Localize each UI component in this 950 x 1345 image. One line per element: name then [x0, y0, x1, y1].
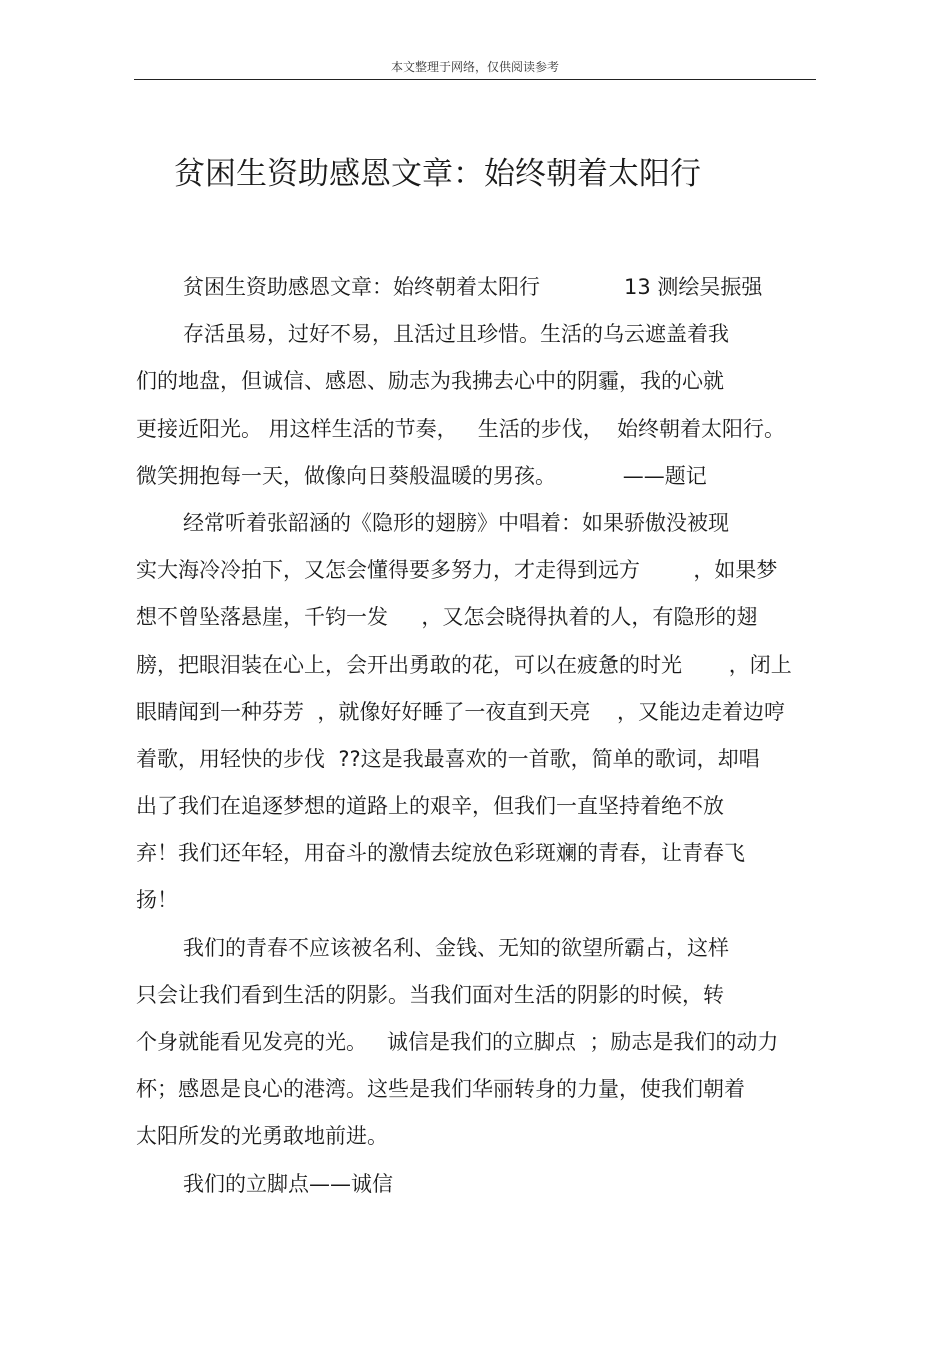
paragraph-line: 太阳所发的光勇敢地前进。 — [136, 1124, 388, 1149]
paragraph-line: 个身就能看见发亮的光。 诚信是我们的立脚点 ；励志是我们的动力 — [136, 1030, 779, 1054]
paragraph-line: 实大海冷冷拍下，又怎会懂得要多努力，才走得到远方 ，如果梦 — [136, 558, 778, 583]
paragraph-line: 弃！我们还年轻，用奋斗的激情去绽放色彩斑斓的青春，让青春飞 — [136, 841, 745, 866]
header-rule — [134, 79, 816, 80]
paragraph-line: 想不曾坠落悬崖，千钧一发 ，又怎会晓得执着的人，有隐形的翅 — [136, 605, 758, 630]
intro-line: 更接近阳光。 用这样生活的节奏， 生活的步伐， 始终朝着太阳行。 — [136, 416, 786, 441]
document-title: 贫困生资助感恩文章：始终朝着太阳行 — [174, 156, 701, 192]
page-header-note: 本文整理于网络，仅供阅读参考 — [390, 60, 559, 74]
paragraph-line: 只会让我们看到生活的阴影。当我们面对生活的阴影的时候，转 — [136, 982, 724, 1007]
intro-line: 存活虽易，过好不易，且活过且珍惜。生活的乌云遮盖着我 — [183, 322, 729, 347]
section-subheading: 我们的立脚点——诚信 — [183, 1171, 393, 1196]
paragraph-line: 眼睛闻到一种芬芳 ，就像好好睡了一夜直到天亮 ，又能边走着边哼 — [136, 699, 786, 724]
paragraph-line: 杯；感恩是良心的港湾。这些是我们华丽转身的力量，使我们朝着 — [136, 1077, 745, 1102]
paragraph-line: 扬！ — [136, 888, 178, 913]
byline-title: 贫困生资助感恩文章：始终朝着太阳行 — [183, 275, 540, 299]
intro-line: 微笑拥抱每一天，做像向日葵般温暖的男孩。 ——题记 — [136, 463, 707, 488]
paragraph-line: 我们的青春不应该被名利、金钱、无知的欲望所霸占，这样 — [183, 935, 729, 960]
byline — [136, 268, 816, 315]
intro-line: 们的地盘，但诚信、感恩、励志为我拂去心中的阴霾，我的心就 — [136, 369, 724, 394]
paragraph-line: 经常听着张韶涵的《隐形的翅膀》中唱着：如果骄傲没被现 — [183, 510, 729, 535]
paragraph-line: 膀，把眼泪装在心上，会开出勇敢的花，可以在疲惫的时光 ，闭上 — [136, 652, 792, 677]
document-body — [136, 268, 816, 1212]
paragraph-line: 出了我们在追逐梦想的道路上的艰辛，但我们一直坚持着绝不放 — [136, 794, 724, 819]
paragraph-line: 着歌，用轻快的步伐 ??这是我最喜欢的一首歌，简单的歌词，却唱 — [136, 746, 760, 771]
byline-author: 13 测绘吴振强 — [624, 275, 763, 299]
